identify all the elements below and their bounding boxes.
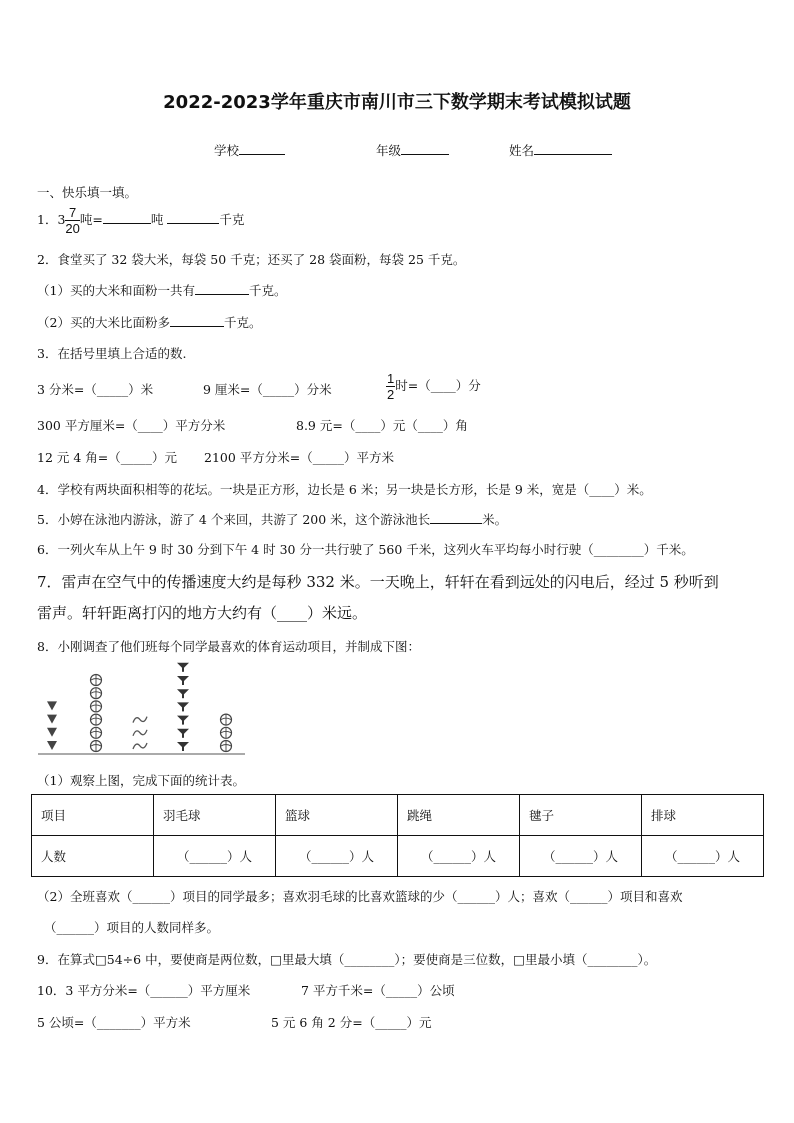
school-field <box>214 141 285 159</box>
rope-icon <box>133 743 147 749</box>
q5-text: 5．小婷在泳池内游泳，游了 4 个来回，共游了 200 米，这个游泳池长 <box>37 512 431 527</box>
question-2: 2．食堂买了 32 袋大米，每袋 50 千克；还买了 28 袋面粉，每袋 25 千克。 <box>37 252 466 267</box>
q3-item-4: 300 平方厘米=（____）平方分米 <box>37 418 226 433</box>
basketball-icon <box>91 714 102 725</box>
name-field <box>509 141 612 159</box>
shuttlecock-icon <box>177 742 189 751</box>
volleyball-icon <box>221 714 232 725</box>
basketball-icon <box>91 701 102 712</box>
q2-p2-text: （2）买的大米比面粉多 <box>37 315 170 330</box>
stats-table <box>31 794 764 877</box>
table-header-row <box>32 795 764 836</box>
q1-blank-2[interactable] <box>167 211 219 224</box>
answer-cell[interactable]: （______）人 <box>520 836 642 877</box>
answer-cell[interactable]: （______）人 <box>398 836 520 877</box>
question-2-part-1 <box>37 281 286 299</box>
shuttlecock-icon <box>177 689 189 698</box>
table-row <box>32 836 764 877</box>
shuttlecock-icon <box>177 702 189 711</box>
q1-fraction <box>65 205 79 236</box>
shuttlecock-icon <box>177 716 189 725</box>
basketball-icon <box>91 741 102 752</box>
table-header: 项目 <box>32 795 154 836</box>
q8-sub-1: （1）观察上图，完成下面的统计表。 <box>37 773 245 788</box>
q5-unit: 米。 <box>482 512 508 527</box>
question-7-line-1: 7．雷声在空气中的传播速度大约是每秒 332 米。一天晚上，轩轩在看到远处的闪电后，经过 5 秒听到 <box>37 573 719 591</box>
q3-frac-den: 2 <box>387 387 395 402</box>
question-9: 9．在算式□54÷6 中，要使商是两位数，□里最大填（________）；要使商是三位数，□里最小填（________）。 <box>37 952 657 967</box>
page-title: 2022-2023学年重庆市南川市三下数学期末考试模拟试题 <box>163 92 631 113</box>
q10-item-1: 10．3 平方分米=（______）平方厘米 <box>37 983 251 998</box>
q1-frac-den: 20 <box>65 221 80 236</box>
table-header: 排球 <box>642 795 764 836</box>
q3-item-2: 9 厘米=（_____）分米 <box>203 382 332 397</box>
question-5 <box>37 510 507 528</box>
shuttlecock-icon <box>177 729 189 738</box>
question-2-part-2 <box>37 313 261 331</box>
q1-text-1: 吨= <box>79 212 103 227</box>
q3-item-7: 2100 平方分米=（_____）平方米 <box>204 450 395 465</box>
table-header: 毽子 <box>520 795 642 836</box>
q10-item-2: 7 平方千米=（_____）公顷 <box>301 983 455 998</box>
q5-blank[interactable] <box>430 511 482 524</box>
badminton-icon <box>47 728 57 737</box>
table-header: 羽毛球 <box>154 795 276 836</box>
name-label: 姓名 <box>509 143 535 158</box>
volleyball-icon <box>221 727 232 738</box>
grade-label: 年级 <box>376 143 402 158</box>
q3-item-3 <box>386 368 481 404</box>
question-7-line-2: 雷声。轩轩距离打闪的地方大约有（____）米远。 <box>37 604 368 622</box>
q10-item-3: 5 公顷=（_______）平方米 <box>37 1015 191 1030</box>
q3-item-5: 8.9 元=（____）元（____）角 <box>296 418 468 433</box>
q10-item-4: 5 元 6 角 2 分=（_____）元 <box>271 1015 432 1030</box>
shuttlecock-icon <box>177 676 189 685</box>
name-blank[interactable] <box>534 142 612 155</box>
q3-item-6: 12 元 4 角=（_____）元 <box>37 450 178 465</box>
basketball-icon <box>91 727 102 738</box>
q2-p1-blank[interactable] <box>195 282 249 295</box>
q2-p2-unit: 千克。 <box>223 315 262 330</box>
question-1 <box>37 202 244 238</box>
basketball-icon <box>91 675 102 686</box>
pictograph-columns <box>47 663 232 752</box>
q1-text-3: 千克 <box>219 212 245 227</box>
q2-p1-text: （1）买的大米和面粉一共有 <box>37 283 195 298</box>
basketball-icon <box>91 688 102 699</box>
table-header: 篮球 <box>276 795 398 836</box>
answer-cell[interactable]: （______）人 <box>276 836 398 877</box>
q2-p2-blank[interactable] <box>170 314 224 327</box>
q3-frac-num: 1 <box>387 371 395 386</box>
pictograph <box>30 660 260 760</box>
q1-frac-num: 7 <box>65 205 79 221</box>
q8-sub-2-line-2: （______）项目的人数同样多。 <box>44 920 220 935</box>
rope-icon <box>133 730 147 736</box>
grade-field <box>376 141 449 159</box>
answer-cell[interactable]: （______）人 <box>154 836 276 877</box>
school-blank[interactable] <box>239 142 285 155</box>
q3-fraction <box>386 371 395 402</box>
question-4: 4．学校有两块面积相等的花坛。一块是正方形，边长是 6 米；另一块是长方形，长是 9 米，宽是（____）米。 <box>37 482 652 497</box>
rope-icon <box>133 717 147 723</box>
q8-sub-2-line-1: （2）全班喜欢（______）项目的同学最多；喜欢羽毛球的比喜欢篮球的少（______）人；喜欢（______）项目和喜欢 <box>37 889 683 904</box>
row-label: 人数 <box>32 836 154 877</box>
q3-item-3-text: 时=（____）分 <box>395 378 481 393</box>
q1-blank-1[interactable] <box>103 211 151 224</box>
table-header: 跳绳 <box>398 795 520 836</box>
question-3: 3．在括号里填上合适的数. <box>37 346 187 361</box>
grade-blank[interactable] <box>401 142 449 155</box>
badminton-icon <box>47 741 57 750</box>
shuttlecock-icon <box>177 663 189 672</box>
school-label: 学校 <box>214 143 240 158</box>
badminton-icon <box>47 715 57 724</box>
question-8: 8．小刚调查了他们班每个同学最喜欢的体育运动项目，并制成下图： <box>37 639 420 654</box>
pictograph-svg <box>30 660 260 760</box>
q1-text-2: 吨 <box>150 212 164 227</box>
answer-cell[interactable]: （______）人 <box>642 836 764 877</box>
q2-p1-unit: 千克。 <box>248 283 287 298</box>
q1-prefix: 1．3 <box>37 212 66 227</box>
section-heading: 一、快乐填一填。 <box>37 185 138 200</box>
volleyball-icon <box>221 741 232 752</box>
question-6: 6．一列火车从上午 9 时 30 分到下午 4 时 30 分一共行驶了 560 千米，这列火车平均每小时行驶（________）千米。 <box>37 542 694 557</box>
badminton-icon <box>47 701 57 710</box>
q3-item-1: 3 分米=（_____）米 <box>37 382 154 397</box>
